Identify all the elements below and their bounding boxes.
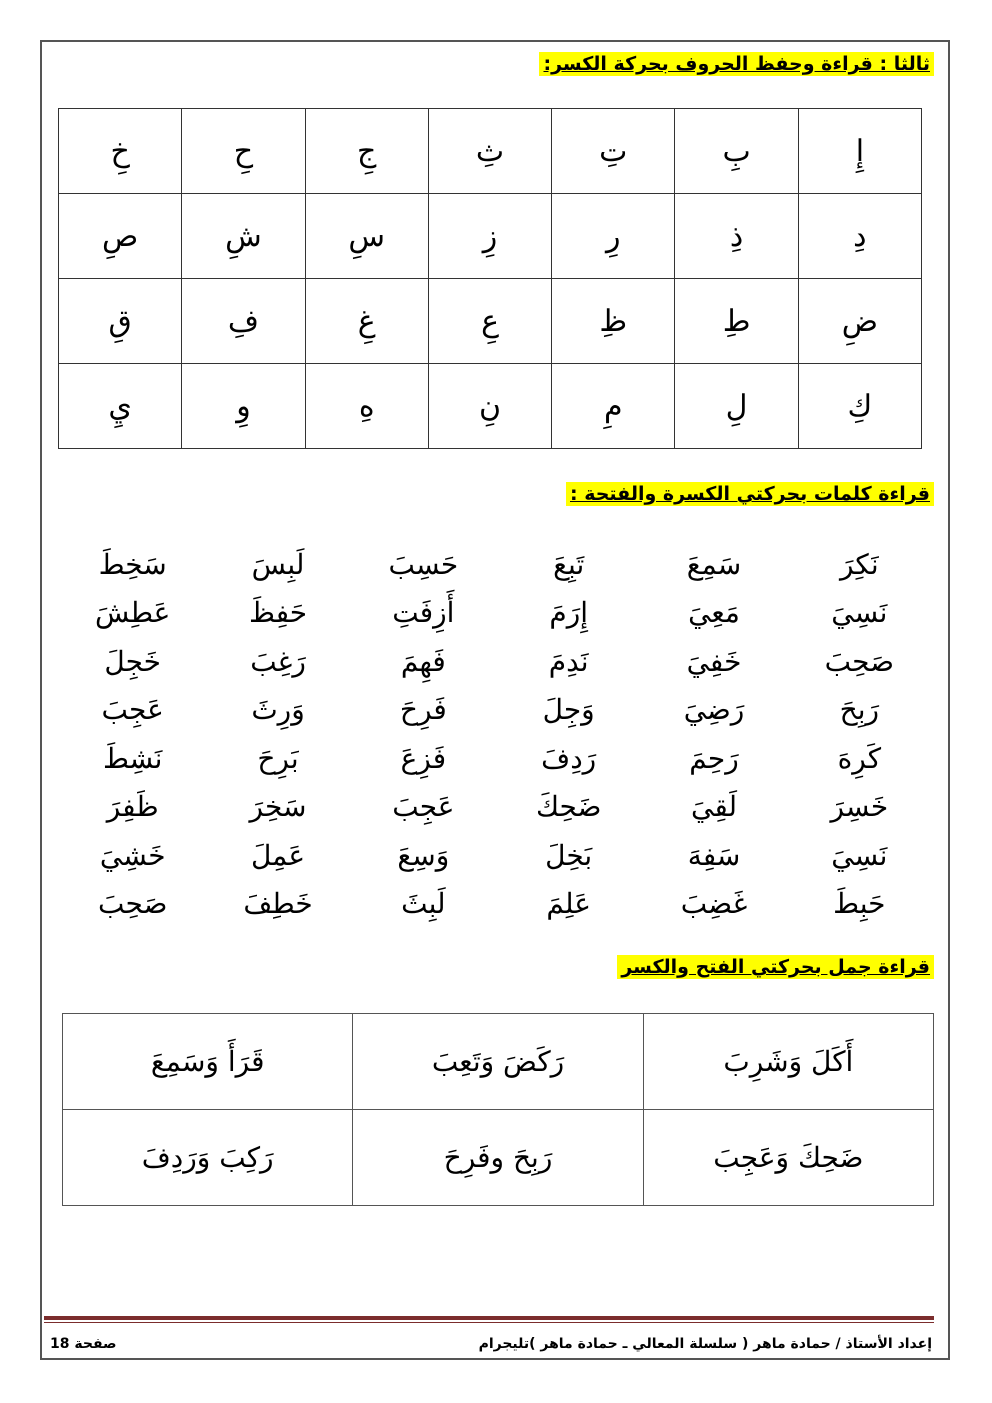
letter-cell: صِ xyxy=(59,194,182,279)
table-row xyxy=(59,194,922,279)
word-item: عَمِلَ xyxy=(250,838,306,872)
word-item: رَغِبَ xyxy=(250,644,306,678)
word-item: ظَفِرَ xyxy=(106,790,159,824)
sentence-cell: رَبِحَ وفَرِحَ xyxy=(353,1110,643,1206)
letters-table xyxy=(58,108,922,449)
word-row xyxy=(60,589,932,638)
word-item: رَضِيَ xyxy=(683,693,745,727)
letter-cell: كِ xyxy=(798,364,921,449)
letter-cell: شِ xyxy=(182,194,305,279)
letter-cell: ذِ xyxy=(675,194,798,279)
letter-cell: ظِ xyxy=(552,279,675,364)
word-item: وَجِلَ xyxy=(542,693,595,727)
letter-cell: فِ xyxy=(182,279,305,364)
letter-cell: حِ xyxy=(182,109,305,194)
footer-author: إعداد الأستاذ / حمادة ماهر ( سلسلة المعالي ـ حمادة ماهر )تليجرام xyxy=(478,1336,932,1352)
word-item: تَبِعَ xyxy=(553,547,585,581)
sentences-table xyxy=(62,1013,934,1206)
word-item: فَرِحَ xyxy=(399,693,447,727)
words-grid xyxy=(60,540,932,928)
letter-cell: عِ xyxy=(428,279,551,364)
word-item: وَرِثَ xyxy=(251,693,305,727)
table-row xyxy=(63,1014,934,1110)
sentence-cell: رَكِبَ وَرَدِفَ xyxy=(63,1110,353,1206)
word-item: بَرِحَ xyxy=(257,741,299,775)
word-item: نَسِيَ xyxy=(831,838,888,872)
word-item: بَخِلَ xyxy=(545,838,593,872)
word-item: عَجِبَ xyxy=(392,790,455,824)
word-item: حَسِبَ xyxy=(388,547,459,581)
word-item: لَقِيَ xyxy=(690,790,738,824)
letter-cell: يِ xyxy=(59,364,182,449)
word-item: ضَحِكَ xyxy=(535,790,602,824)
table-row xyxy=(63,1110,934,1206)
word-row xyxy=(60,831,932,880)
word-item: رَدِفَ xyxy=(541,741,597,775)
sentence-cell: رَكَضَ وَتَعِبَ xyxy=(353,1014,643,1110)
word-item: خَفِيَ xyxy=(686,644,742,678)
letter-cell: قِ xyxy=(59,279,182,364)
letter-cell: دِ xyxy=(798,194,921,279)
word-item: خَطِفَ xyxy=(243,887,313,921)
word-item: سَمِعَ xyxy=(686,547,742,581)
word-row xyxy=(60,540,932,589)
letter-cell: ثِ xyxy=(428,109,551,194)
table-row xyxy=(59,279,922,364)
word-item: وَسِعَ xyxy=(397,838,450,872)
section1-heading: ثالثا : قراءة وحفظ الحروف بحركة الكسر: xyxy=(539,52,934,76)
word-item: حَفِظَ xyxy=(248,596,308,630)
sentence-cell: أَكَلَ وَشَرِبَ xyxy=(643,1014,933,1110)
word-item: فَهِمَ xyxy=(400,644,446,678)
footer-divider-thin xyxy=(44,1322,934,1323)
sentence-cell: قَرَأَ وَسَمِعَ xyxy=(63,1014,353,1110)
word-item: سَفِهَ xyxy=(687,838,741,872)
word-item: عَجِبَ xyxy=(101,693,164,727)
letter-cell: طِ xyxy=(675,279,798,364)
word-item: نَكِرَ xyxy=(839,547,879,581)
word-item: صَحِبَ xyxy=(98,887,168,921)
word-item: نَسِيَ xyxy=(831,596,888,630)
word-item: فَزِعَ xyxy=(400,741,447,775)
letter-cell: لِ xyxy=(675,364,798,449)
word-item: سَخِرَ xyxy=(249,790,307,824)
word-item: خَجِلَ xyxy=(104,644,161,678)
letter-cell: زِ xyxy=(428,194,551,279)
word-item: لَبِسَ xyxy=(251,547,305,581)
letter-cell: غِ xyxy=(305,279,428,364)
word-item: غَضِبَ xyxy=(680,887,748,921)
word-item: لَبِثَ xyxy=(401,887,446,921)
word-item: عَطِشَ xyxy=(95,596,171,630)
word-row xyxy=(60,880,932,929)
letter-cell: إِ xyxy=(798,109,921,194)
word-item: خَشِيَ xyxy=(99,838,166,872)
section2-heading: قراءة كلمات بحركتي الكسرة والفتحة : xyxy=(566,482,934,506)
section3-heading: قراءة جمل بحركتي الفتح والكسر xyxy=(617,955,934,979)
letter-cell: خِ xyxy=(59,109,182,194)
word-item: سَخِطَ xyxy=(98,547,167,581)
table-row xyxy=(59,364,922,449)
word-item: صَحِبَ xyxy=(824,644,894,678)
letter-cell: وِ xyxy=(182,364,305,449)
word-row xyxy=(60,734,932,783)
word-item: نَشِطَ xyxy=(103,741,163,775)
word-item: خَسِرَ xyxy=(830,790,889,824)
word-item: عَلِمَ xyxy=(546,887,591,921)
word-item: نَدِمَ xyxy=(548,644,589,678)
word-item: كَرِهَ xyxy=(837,741,882,775)
letter-cell: ضِ xyxy=(798,279,921,364)
word-item: مَعِيَ xyxy=(688,596,740,630)
word-item: أَزِفَتِ xyxy=(392,596,455,630)
letter-cell: بِ xyxy=(675,109,798,194)
letter-cell: رِ xyxy=(552,194,675,279)
table-row xyxy=(59,109,922,194)
letter-cell: نِ xyxy=(428,364,551,449)
word-row xyxy=(60,637,932,686)
letter-cell: جِ xyxy=(305,109,428,194)
word-item: رَبِحَ xyxy=(839,693,880,727)
word-row xyxy=(60,686,932,735)
letter-cell: تِ xyxy=(552,109,675,194)
word-item: حَبِطَ xyxy=(833,887,886,921)
word-row xyxy=(60,783,932,832)
word-item: رَحِمَ xyxy=(689,741,739,775)
letter-cell: سِ xyxy=(305,194,428,279)
letter-cell: مِ xyxy=(552,364,675,449)
footer-divider xyxy=(44,1316,934,1320)
letter-cell: هِ xyxy=(305,364,428,449)
sentence-cell: ضَحِكَ وَعَجِبَ xyxy=(643,1110,933,1206)
word-item: إِرَمَ xyxy=(549,596,588,630)
page-number: صفحة 18 xyxy=(50,1336,117,1352)
